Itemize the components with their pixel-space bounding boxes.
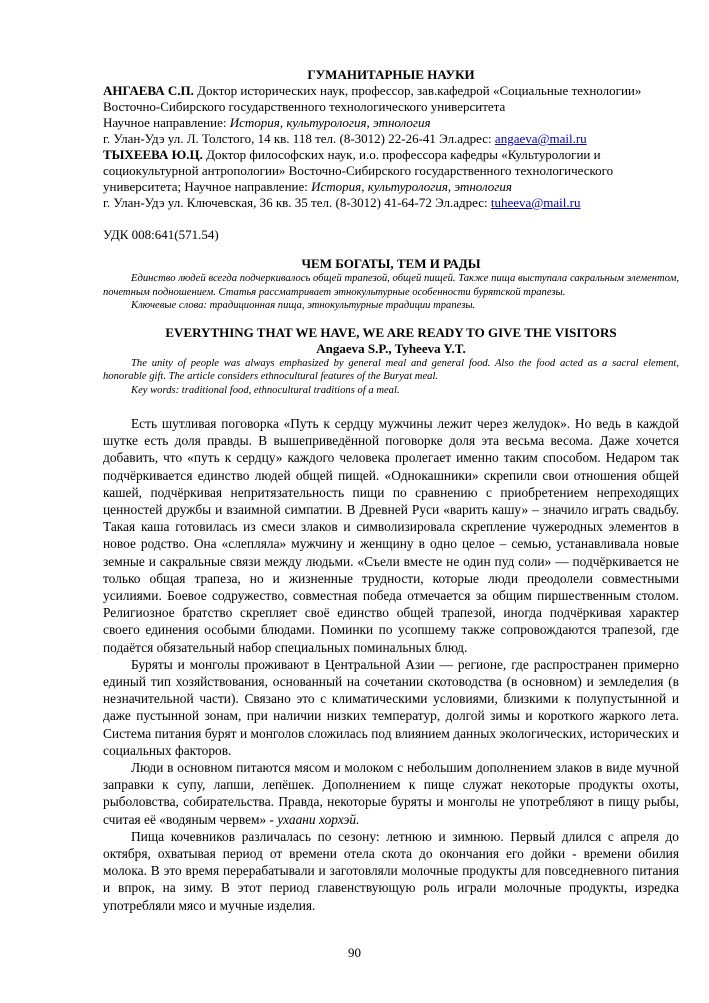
article-body — [103, 415, 679, 914]
author-position: Доктор исторических наук, профессор, зав.кафедрой «Социальные технологии» Восточно-Сибирского государственного технологического университета — [103, 83, 642, 114]
email-link[interactable]: angaeva@mail.ru — [494, 131, 587, 146]
author-position: Доктор философских наук, и.о. профессора кафедры «Культурологии и социокультурной антропологии» Восточно-Сибирского государственного технологического университета; Научное направление: — [103, 147, 614, 194]
article-title-en: EVERYTHING THAT WE HAVE, WE ARE READY TO GIVE THE VISITORS — [165, 324, 617, 340]
section-title: ГУМАНИТАРНЫЕ НАУКИ — [307, 67, 475, 82]
keywords-en: Key words: traditional food, ethnocultural traditions of a meal. — [131, 384, 400, 396]
author-name: АНГАЕВА С.П. — [103, 83, 194, 98]
author-address: г. Улан-Удэ ул. Л. Толстого, 14 кв. 118 тел. (8-3012) 22-26-41 Эл.адрес: — [103, 131, 495, 146]
author-block-1 — [103, 83, 679, 147]
author-name: ТЫХЕЕВА Ю.Ц. — [103, 147, 203, 162]
body-paragraph: Пища кочевников различалась по сезону: летнюю и зимнюю. Первый длился с апреля до октября, охватывая период от времени отела скота до окончания его дойки - времени обилия молока. В это время перерабатывали и заготовляли молочные продукты для повседневного питания и впрок, на зиму. В этот период главенствующую роль играли молочные продукты, изредка употребляли мясо и мучные изделия. — [103, 828, 679, 913]
direction-label: Научное направление: — [103, 115, 230, 130]
body-paragraph — [103, 759, 679, 828]
article-page — [103, 67, 679, 914]
page-number: 90 — [348, 945, 361, 960]
author-block-2 — [103, 147, 679, 211]
buryat-term: ухаани хорхэй. — [277, 811, 360, 827]
udk-code: УДК 008:641(571.54) — [103, 227, 219, 242]
research-direction: История, культурология, этнология — [229, 115, 431, 130]
article-authors-en: Angaeva S.P., Tyheeva Y.T. — [316, 340, 466, 356]
research-direction: История, культурология, этнология — [311, 179, 512, 194]
abstract-en: The unity of people was always emphasized by general meal and general food. Also the food acted as a sacral element, honorable gift. The article considers ethnocultural features of the Buryat meal. — [103, 357, 679, 382]
body-paragraph: Есть шутливая поговорка «Путь к сердцу мужчины лежит через желудок». Но ведь в каждой шутке есть доля правды. В вышеприведённой поговорке доля эта весьма весома. Даже хочется добавить, что «путь к сердцу» каждого человека пролегает именно таким способом. Недаром так подчёркивается единство людей общей пищей. «Однокашники» скрепили свои отношения общей кашей, подчёркивая непритязательность пищи по сравнению с приобретением непреходящих ценностей дружбы и взаимной симпатии. В Древней Руси «варить кашу» – значило играть свадьбу. Такая каша готовилась из смеси злаков и символизировала скрепление чужеродных элементов в новое родство. Она «слепляла» мужчину и женщину в одно целое – семью, устанавливала новые земные и сакральные связи между людьми. «Съели вместе не один пуд соли» — подчёркивается не только общая трапеза, но и жизненные трудности, которые люди преодолели совместными усилиями. Боевое содружество, совместная победа отмечается за общим пиршественным столом. Религиозное братство скрепляет своё единство общей трапезой, иногда подчёркивая характер своего единения особыми блюдами. Поминки по усопшему также сопровождаются трапезой, где подаётся обязательный набор специальных поминальных блюд. — [103, 416, 679, 655]
abstract-ru: Единство людей всегда подчеркивалось общей трапезой, общей пищей. Также пища выступала сакральным элементом, почетным подношением. Статья рассматривает этнокультурные особенности бурятской трапезы. — [103, 273, 679, 298]
paragraph-text: Люди в основном питаются мясом и молоком с небольшим дополнением злаков в виде мучной заправки к супу, лапши, лепёшек. Дополнением к пище служат некоторые продукты охоты, рыболовства, собирательства. Правда, некоторые буряты и монголы не употребляют в пищу рыбы, считая её «водяным червем» - — [103, 760, 679, 827]
email-link[interactable]: tuheeva@mail.ru — [490, 195, 581, 210]
author-address: г. Улан-Удэ ул. Ключевская, 36 кв. 35 тел. (8-3012) 41-64-72 Эл.адрес: — [103, 195, 491, 210]
keywords-ru: Ключевые слова: традиционная пища, этнокультурные традиции трапезы. — [131, 300, 476, 311]
body-paragraph: Буряты и монголы проживают в Центральной Азии — регионе, где распространен примерно единый тип хозяйствования, основанный на сочетании скотоводства (в основном) и земледелия (в незначительной части). Связано это с климатическими условиями, близкими к полупустынной и даже пустынной зонам, при наличии низких температур, долгой зимы и короткого жаркого лета. Система питания бурят и монголов сложилась под влиянием данных экологических, исторических и социальных факторов. — [103, 656, 679, 758]
article-title-ru: ЧЕМ БОГАТЫ, ТЕМ И РАДЫ — [301, 256, 481, 271]
